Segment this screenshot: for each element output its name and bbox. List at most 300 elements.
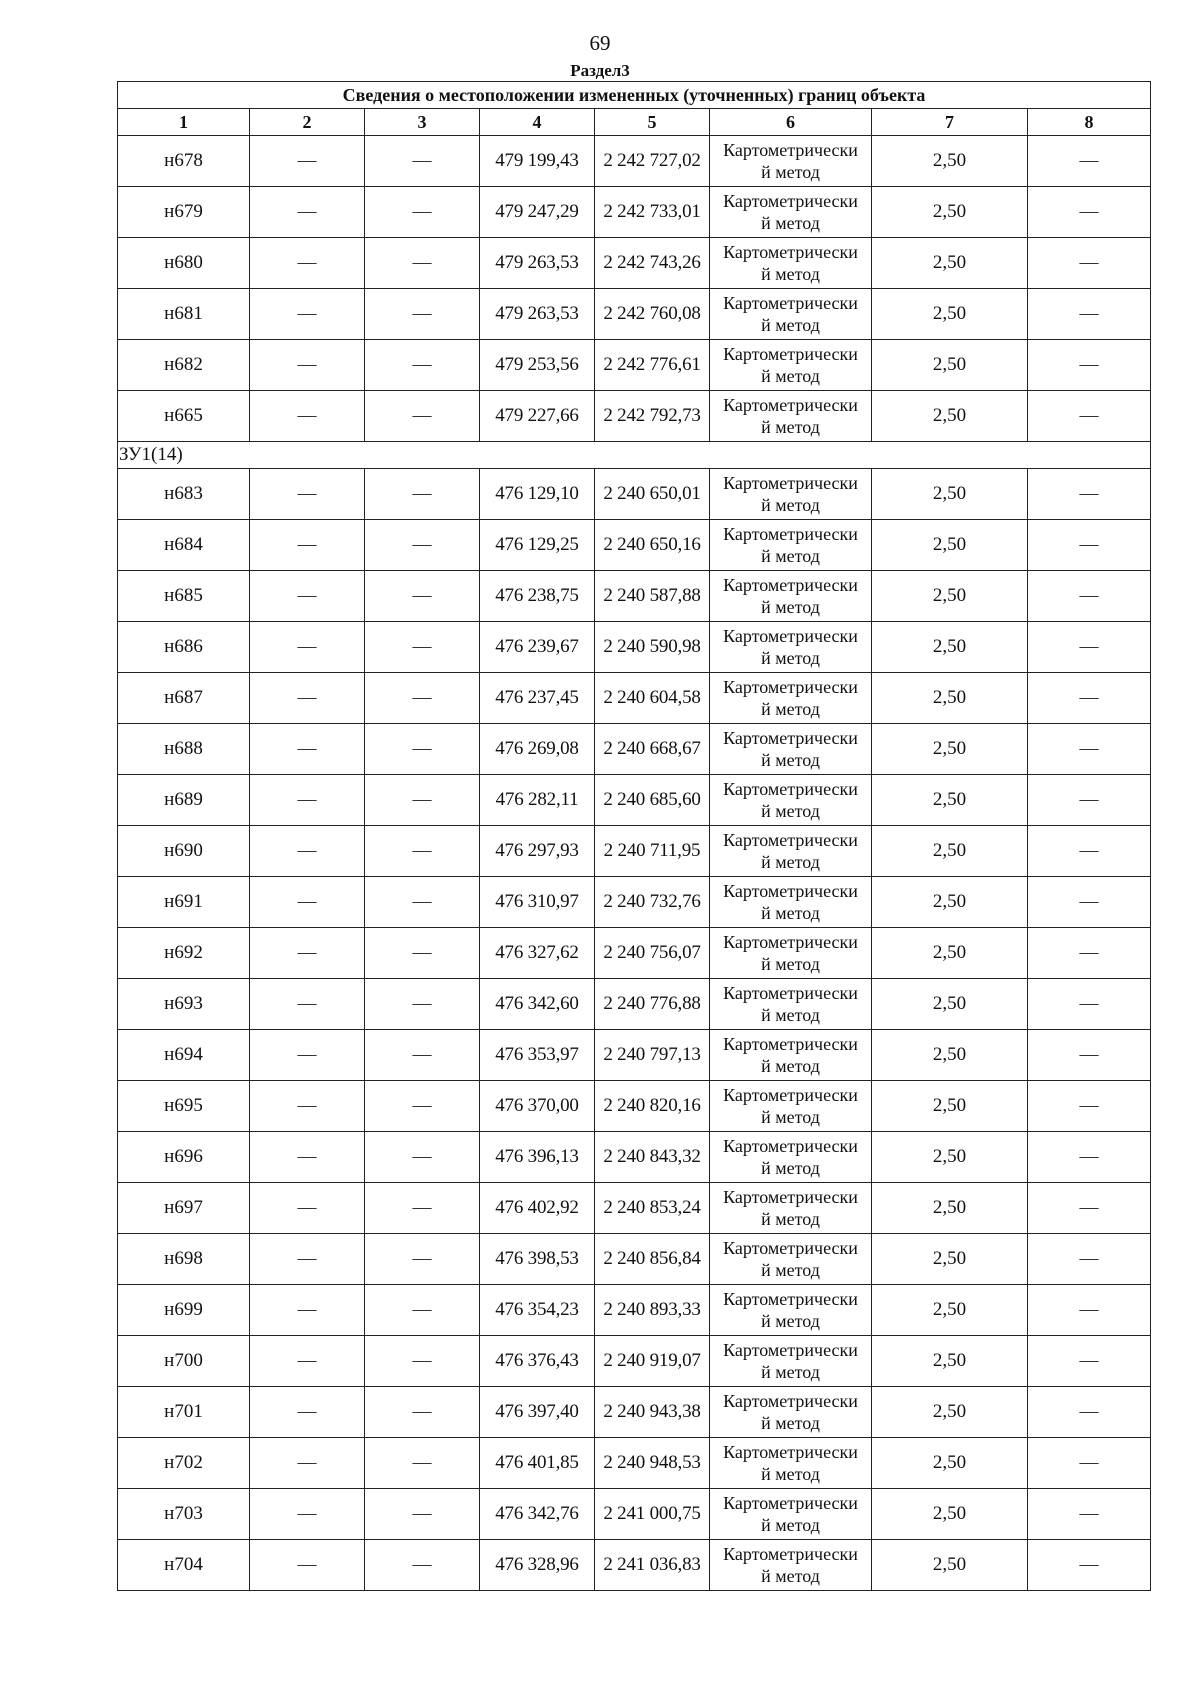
table-row (118, 391, 1151, 442)
section-title: Раздел3 (570, 61, 630, 80)
method-line-2: й метод (761, 699, 820, 719)
coord-y-cell: 2 240 856,84 (595, 1234, 710, 1285)
point-name-cell: н694 (118, 1030, 250, 1081)
point-name-cell: н692 (118, 928, 250, 979)
coord-y-cell: 2 240 711,95 (595, 826, 710, 877)
dash-cell: — (1028, 289, 1151, 340)
accuracy-cell: 2,50 (872, 826, 1028, 877)
dash-cell: — (365, 1387, 480, 1438)
table-row (118, 1030, 1151, 1081)
dash-cell: — (250, 1438, 365, 1489)
dash-cell: — (365, 340, 480, 391)
point-name-cell: н678 (118, 136, 250, 187)
method-cell (710, 775, 872, 826)
method-cell (710, 1234, 872, 1285)
table-row (118, 979, 1151, 1030)
point-name-cell: н699 (118, 1285, 250, 1336)
dash-cell: — (250, 136, 365, 187)
dash-cell: — (250, 238, 365, 289)
point-name-cell: н688 (118, 724, 250, 775)
point-name-cell: н696 (118, 1132, 250, 1183)
coord-x-cell: 479 247,29 (480, 187, 595, 238)
coord-y-cell: 2 242 792,73 (595, 391, 710, 442)
point-name-cell: н691 (118, 877, 250, 928)
method-line-1: Картометрически (723, 1187, 858, 1207)
method-line-2: й метод (761, 852, 820, 872)
method-cell (710, 1540, 872, 1591)
coord-y-cell: 2 240 685,60 (595, 775, 710, 826)
method-cell (710, 571, 872, 622)
dash-cell: — (1028, 928, 1151, 979)
method-line-1: Картометрически (723, 344, 858, 364)
dash-cell: — (250, 187, 365, 238)
coord-y-cell: 2 240 797,13 (595, 1030, 710, 1081)
method-line-1: Картометрически (723, 1289, 858, 1309)
method-cell (710, 1489, 872, 1540)
method-cell (710, 877, 872, 928)
coord-x-cell: 479 199,43 (480, 136, 595, 187)
dash-cell: — (250, 826, 365, 877)
table-row (118, 877, 1151, 928)
dash-cell: — (1028, 187, 1151, 238)
coord-x-cell: 476 327,62 (480, 928, 595, 979)
column-header: 3 (365, 109, 480, 136)
coord-x-cell: 479 263,53 (480, 238, 595, 289)
boundary-coordinates-table (117, 81, 1151, 1591)
dash-cell: — (1028, 136, 1151, 187)
dash-cell: — (365, 1234, 480, 1285)
method-line-1: Картометрически (723, 728, 858, 748)
table-row (118, 1540, 1151, 1591)
dash-cell: — (250, 1234, 365, 1285)
dash-cell: — (1028, 724, 1151, 775)
point-name-cell: н665 (118, 391, 250, 442)
point-name-cell: н695 (118, 1081, 250, 1132)
method-line-1: Картометрически (723, 626, 858, 646)
point-name-cell: н683 (118, 469, 250, 520)
method-line-2: й метод (761, 1209, 820, 1229)
table-row (118, 571, 1151, 622)
dash-cell: — (1028, 1336, 1151, 1387)
method-line-2: й метод (761, 1311, 820, 1331)
accuracy-cell: 2,50 (872, 928, 1028, 979)
table-row (118, 238, 1151, 289)
table-row (118, 187, 1151, 238)
coord-x-cell: 476 370,00 (480, 1081, 595, 1132)
point-name-cell: н685 (118, 571, 250, 622)
method-line-2: й метод (761, 648, 820, 668)
dash-cell: — (1028, 391, 1151, 442)
method-line-2: й метод (761, 1515, 820, 1535)
point-name-cell: н698 (118, 1234, 250, 1285)
coord-y-cell: 2 242 743,26 (595, 238, 710, 289)
method-line-2: й метод (761, 1464, 820, 1484)
method-line-2: й метод (761, 546, 820, 566)
dash-cell: — (365, 391, 480, 442)
coord-y-cell: 2 240 590,98 (595, 622, 710, 673)
coord-y-cell: 2 240 668,67 (595, 724, 710, 775)
coord-x-cell: 476 297,93 (480, 826, 595, 877)
accuracy-cell: 2,50 (872, 136, 1028, 187)
point-name-cell: н684 (118, 520, 250, 571)
point-name-cell: н703 (118, 1489, 250, 1540)
dash-cell: — (1028, 1081, 1151, 1132)
dash-cell: — (365, 1489, 480, 1540)
coord-x-cell: 476 354,23 (480, 1285, 595, 1336)
method-line-1: Картометрически (723, 932, 858, 952)
table-row (118, 775, 1151, 826)
table-row (118, 1438, 1151, 1489)
dash-cell: — (365, 1132, 480, 1183)
method-line-1: Картометрически (723, 1391, 858, 1411)
method-cell (710, 1132, 872, 1183)
table-row (118, 1489, 1151, 1540)
accuracy-cell: 2,50 (872, 775, 1028, 826)
point-name-cell: н679 (118, 187, 250, 238)
coord-x-cell: 476 282,11 (480, 775, 595, 826)
table-row (118, 520, 1151, 571)
dash-cell: — (365, 928, 480, 979)
coord-x-cell: 476 129,10 (480, 469, 595, 520)
method-line-1: Картометрически (723, 293, 858, 313)
method-line-1: Картометрически (723, 191, 858, 211)
method-cell (710, 1438, 872, 1489)
dash-cell: — (250, 622, 365, 673)
method-line-2: й метод (761, 801, 820, 821)
coord-y-cell: 2 240 650,01 (595, 469, 710, 520)
dash-cell: — (365, 289, 480, 340)
accuracy-cell: 2,50 (872, 391, 1028, 442)
dash-cell: — (1028, 877, 1151, 928)
method-cell (710, 724, 872, 775)
coord-x-cell: 479 253,56 (480, 340, 595, 391)
dash-cell: — (365, 1183, 480, 1234)
method-line-1: Картометрически (723, 881, 858, 901)
dash-cell: — (365, 520, 480, 571)
point-name-cell: н700 (118, 1336, 250, 1387)
accuracy-cell: 2,50 (872, 1489, 1028, 1540)
method-line-1: Картометрически (723, 575, 858, 595)
accuracy-cell: 2,50 (872, 238, 1028, 289)
dash-cell: — (365, 979, 480, 1030)
point-name-cell: н704 (118, 1540, 250, 1591)
table-row (118, 1285, 1151, 1336)
dash-cell: — (365, 1336, 480, 1387)
coord-y-cell: 2 240 843,32 (595, 1132, 710, 1183)
table-body (118, 136, 1151, 1591)
coord-x-cell: 476 398,53 (480, 1234, 595, 1285)
dash-cell: — (1028, 1030, 1151, 1081)
table-row (118, 1081, 1151, 1132)
method-cell (710, 673, 872, 724)
coord-y-cell: 2 240 650,16 (595, 520, 710, 571)
table-row (118, 1183, 1151, 1234)
table-row (118, 622, 1151, 673)
method-line-1: Картометрически (723, 1085, 858, 1105)
accuracy-cell: 2,50 (872, 1540, 1028, 1591)
dash-cell: — (1028, 775, 1151, 826)
point-name-cell: н681 (118, 289, 250, 340)
column-header: 8 (1028, 109, 1151, 136)
accuracy-cell: 2,50 (872, 724, 1028, 775)
dash-cell: — (250, 520, 365, 571)
dash-cell: — (250, 1540, 365, 1591)
accuracy-cell: 2,50 (872, 469, 1028, 520)
method-line-2: й метод (761, 315, 820, 335)
point-name-cell: н701 (118, 1387, 250, 1438)
accuracy-cell: 2,50 (872, 673, 1028, 724)
dash-cell: — (250, 1285, 365, 1336)
dash-cell: — (365, 469, 480, 520)
dash-cell: — (250, 979, 365, 1030)
method-cell (710, 1183, 872, 1234)
dash-cell: — (1028, 1387, 1151, 1438)
dash-cell: — (250, 340, 365, 391)
coord-x-cell: 476 237,45 (480, 673, 595, 724)
dash-cell: — (365, 1540, 480, 1591)
coord-y-cell: 2 240 756,07 (595, 928, 710, 979)
accuracy-cell: 2,50 (872, 520, 1028, 571)
accuracy-cell: 2,50 (872, 1030, 1028, 1081)
method-line-2: й метод (761, 903, 820, 923)
table-row (118, 1132, 1151, 1183)
coord-x-cell: 476 401,85 (480, 1438, 595, 1489)
method-line-2: й метод (761, 495, 820, 515)
dash-cell: — (365, 1030, 480, 1081)
point-name-cell: н687 (118, 673, 250, 724)
dash-cell: — (365, 775, 480, 826)
dash-cell: — (250, 1387, 365, 1438)
coord-y-cell: 2 241 036,83 (595, 1540, 710, 1591)
coord-x-cell: 476 402,92 (480, 1183, 595, 1234)
dash-cell: — (365, 187, 480, 238)
accuracy-cell: 2,50 (872, 1132, 1028, 1183)
dash-cell: — (365, 673, 480, 724)
accuracy-cell: 2,50 (872, 340, 1028, 391)
coord-x-cell: 476 129,25 (480, 520, 595, 571)
method-line-1: Картометрически (723, 140, 858, 160)
coord-y-cell: 2 240 948,53 (595, 1438, 710, 1489)
point-name-cell: н689 (118, 775, 250, 826)
accuracy-cell: 2,50 (872, 1336, 1028, 1387)
dash-cell: — (250, 289, 365, 340)
coord-y-cell: 2 240 943,38 (595, 1387, 710, 1438)
coord-y-cell: 2 242 733,01 (595, 187, 710, 238)
accuracy-cell: 2,50 (872, 877, 1028, 928)
dash-cell: — (250, 1336, 365, 1387)
coord-x-cell: 476 342,76 (480, 1489, 595, 1540)
page-number: 69 (589, 31, 611, 55)
coord-y-cell: 2 242 727,02 (595, 136, 710, 187)
accuracy-cell: 2,50 (872, 622, 1028, 673)
method-line-2: й метод (761, 1362, 820, 1382)
dash-cell: — (250, 877, 365, 928)
method-line-2: й метод (761, 1107, 820, 1127)
coord-y-cell: 2 240 893,33 (595, 1285, 710, 1336)
table-row (118, 340, 1151, 391)
method-cell (710, 826, 872, 877)
dash-cell: — (250, 1183, 365, 1234)
dash-cell: — (250, 1081, 365, 1132)
accuracy-cell: 2,50 (872, 571, 1028, 622)
method-cell (710, 238, 872, 289)
dash-cell: — (1028, 826, 1151, 877)
accuracy-cell: 2,50 (872, 1234, 1028, 1285)
method-line-2: й метод (761, 1566, 820, 1586)
method-line-2: й метод (761, 213, 820, 233)
dash-cell: — (1028, 520, 1151, 571)
method-line-1: Картометрически (723, 779, 858, 799)
table-row (118, 1387, 1151, 1438)
dash-cell: — (250, 469, 365, 520)
dash-cell: — (1028, 1489, 1151, 1540)
method-line-2: й метод (761, 264, 820, 284)
point-name-cell: н680 (118, 238, 250, 289)
dash-cell: — (250, 1489, 365, 1540)
coord-y-cell: 2 240 604,58 (595, 673, 710, 724)
method-cell (710, 979, 872, 1030)
coord-x-cell: 476 397,40 (480, 1387, 595, 1438)
point-name-cell: н682 (118, 340, 250, 391)
dash-cell: — (365, 1438, 480, 1489)
method-cell (710, 622, 872, 673)
table-row (118, 469, 1151, 520)
method-line-1: Картометрически (723, 830, 858, 850)
method-line-2: й метод (761, 417, 820, 437)
dash-cell: — (365, 724, 480, 775)
coord-y-cell: 2 242 760,08 (595, 289, 710, 340)
column-header: 6 (710, 109, 872, 136)
column-header: 1 (118, 109, 250, 136)
method-line-2: й метод (761, 366, 820, 386)
table-row (118, 724, 1151, 775)
dash-cell: — (1028, 571, 1151, 622)
table-caption: Сведения о местоположении измененных (уточненных) границ объекта (118, 82, 1151, 109)
dash-cell: — (1028, 673, 1151, 724)
dash-cell: — (365, 571, 480, 622)
method-line-2: й метод (761, 750, 820, 770)
method-line-1: Картометрически (723, 983, 858, 1003)
method-cell (710, 469, 872, 520)
coord-y-cell: 2 240 919,07 (595, 1336, 710, 1387)
accuracy-cell: 2,50 (872, 1183, 1028, 1234)
dash-cell: — (1028, 238, 1151, 289)
column-header-row (118, 109, 1151, 136)
method-line-2: й метод (761, 597, 820, 617)
method-cell (710, 520, 872, 571)
coord-x-cell: 476 310,97 (480, 877, 595, 928)
method-line-1: Картометрически (723, 1544, 858, 1564)
method-line-1: Картометрически (723, 524, 858, 544)
method-line-1: Картометрически (723, 1136, 858, 1156)
coord-x-cell: 479 227,66 (480, 391, 595, 442)
dash-cell: — (1028, 1183, 1151, 1234)
method-line-2: й метод (761, 1260, 820, 1280)
accuracy-cell: 2,50 (872, 1081, 1028, 1132)
method-cell (710, 187, 872, 238)
method-cell (710, 1336, 872, 1387)
method-cell (710, 1081, 872, 1132)
dash-cell: — (365, 826, 480, 877)
accuracy-cell: 2,50 (872, 187, 1028, 238)
method-line-1: Картометрически (723, 1238, 858, 1258)
accuracy-cell: 2,50 (872, 1285, 1028, 1336)
dash-cell: — (365, 1285, 480, 1336)
column-header: 7 (872, 109, 1028, 136)
coord-y-cell: 2 240 820,16 (595, 1081, 710, 1132)
dash-cell: — (1028, 469, 1151, 520)
coord-x-cell: 476 353,97 (480, 1030, 595, 1081)
dash-cell: — (1028, 1285, 1151, 1336)
accuracy-cell: 2,50 (872, 979, 1028, 1030)
dash-cell: — (250, 928, 365, 979)
method-line-1: Картометрически (723, 395, 858, 415)
dash-cell: — (365, 238, 480, 289)
dash-cell: — (250, 391, 365, 442)
accuracy-cell: 2,50 (872, 289, 1028, 340)
coord-y-cell: 2 240 853,24 (595, 1183, 710, 1234)
coord-x-cell: 476 328,96 (480, 1540, 595, 1591)
dash-cell: — (365, 1081, 480, 1132)
coord-y-cell: 2 240 732,76 (595, 877, 710, 928)
dash-cell: — (250, 1030, 365, 1081)
method-cell (710, 136, 872, 187)
method-line-2: й метод (761, 1158, 820, 1178)
dash-cell: — (250, 724, 365, 775)
method-line-2: й метод (761, 1005, 820, 1025)
coord-y-cell: 2 240 776,88 (595, 979, 710, 1030)
table-row (118, 826, 1151, 877)
column-header: 4 (480, 109, 595, 136)
coord-y-cell: 2 242 776,61 (595, 340, 710, 391)
dash-cell: — (365, 877, 480, 928)
point-name-cell: н693 (118, 979, 250, 1030)
method-line-2: й метод (761, 1413, 820, 1433)
dash-cell: — (250, 775, 365, 826)
method-line-2: й метод (761, 162, 820, 182)
table-row (118, 289, 1151, 340)
dash-cell: — (1028, 1540, 1151, 1591)
coord-y-cell: 2 241 000,75 (595, 1489, 710, 1540)
method-cell (710, 1285, 872, 1336)
method-line-1: Картометрически (723, 242, 858, 262)
method-line-1: Картометрически (723, 1034, 858, 1054)
method-cell (710, 1030, 872, 1081)
group-row (118, 442, 1151, 469)
method-line-2: й метод (761, 954, 820, 974)
method-line-1: Картометрически (723, 473, 858, 493)
table-row (118, 1234, 1151, 1285)
method-line-1: Картометрически (723, 677, 858, 697)
accuracy-cell: 2,50 (872, 1438, 1028, 1489)
method-cell (710, 391, 872, 442)
column-header: 2 (250, 109, 365, 136)
point-name-cell: н690 (118, 826, 250, 877)
coord-y-cell: 2 240 587,88 (595, 571, 710, 622)
dash-cell: — (250, 1132, 365, 1183)
table-row (118, 928, 1151, 979)
method-cell (710, 1387, 872, 1438)
dash-cell: — (1028, 1234, 1151, 1285)
dash-cell: — (365, 136, 480, 187)
coord-x-cell: 476 239,67 (480, 622, 595, 673)
dash-cell: — (1028, 1438, 1151, 1489)
coord-x-cell: 476 269,08 (480, 724, 595, 775)
table-caption-row (118, 82, 1151, 109)
method-line-1: Картометрически (723, 1493, 858, 1513)
dash-cell: — (250, 571, 365, 622)
dash-cell: — (1028, 1132, 1151, 1183)
